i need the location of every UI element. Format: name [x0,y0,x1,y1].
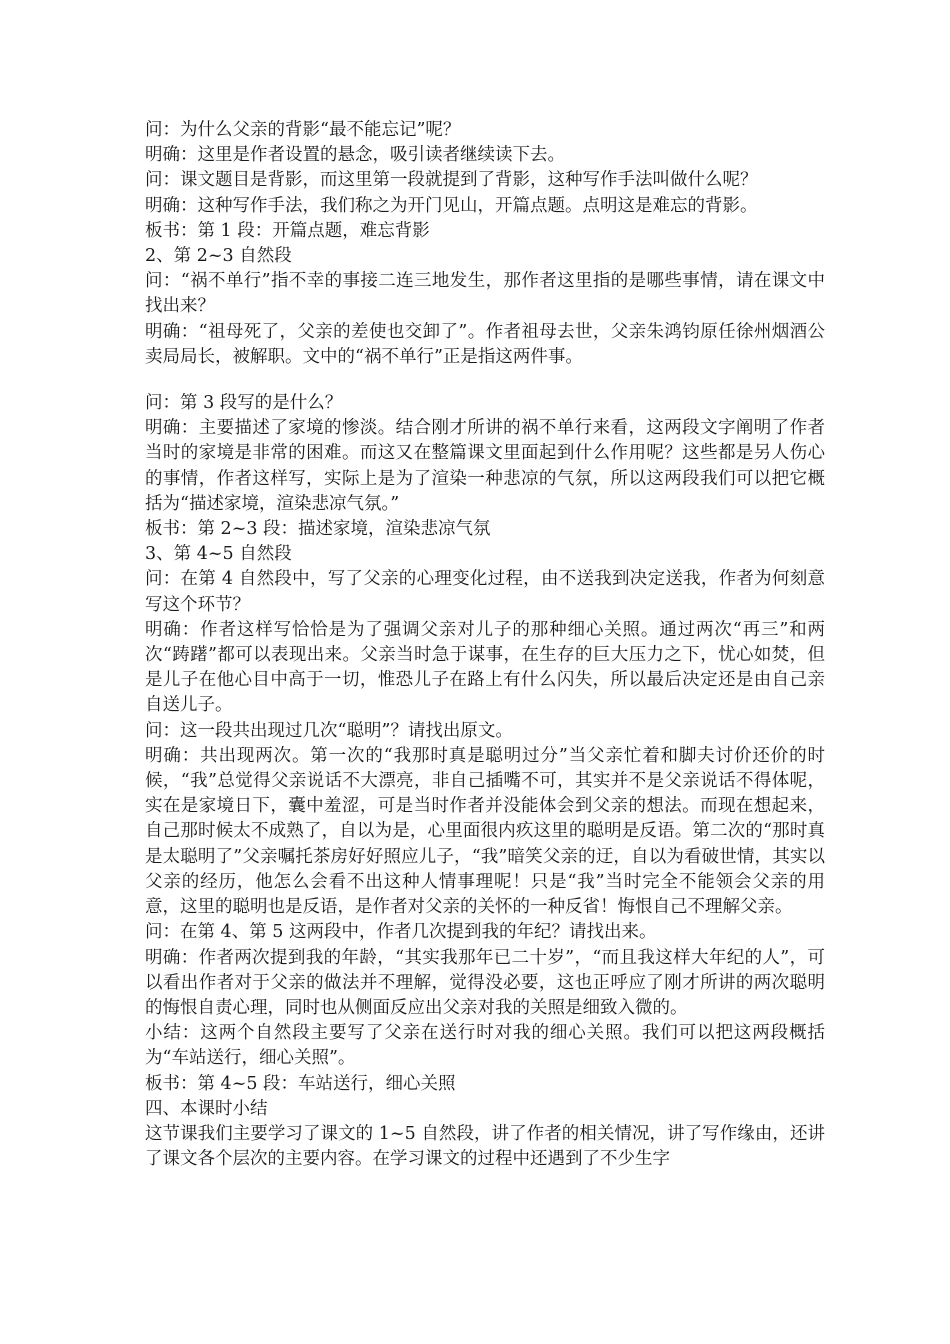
section-heading: 3、第 4~5 自然段 [145,544,292,565]
question-line: 问：这一段共出现过几次“聪明”？请找出原文。 [145,720,513,741]
answer-line: 明确：“祖母死了，父亲的差使也交卸了”。作者祖母去世，父亲朱鸿钧原任徐州烟酒公卖局局长，被解职。文中的“祸不单行”正是指这两件事。 [145,321,825,367]
answer-line: 明确：作者这样写恰恰是为了强调父亲对儿子的那种细心关照。通过两次“再三”和两次“踌躇”都可以表现出来。父亲当时急于谋事，在生存的巨大压力之下，忧心如焚，但是儿子在他心目中高于一切，惟恐儿子在路上有什么闪失，所以最后决定还是由自己亲自送儿子。 [145,619,825,716]
board-note-line: 板书：第 1 段：开篇点题，难忘背影 [145,220,430,241]
summary-line: 小结：这两个自然段主要写了父亲在送行时对我的细心关照。我们可以把这两段概括为“车站送行，细心关照”。 [145,1023,825,1069]
answer-line: 明确：这里是作者设置的悬念，吸引读者继续读下去。 [145,145,565,166]
question-line: 问：在第 4、第 5 这两段中，作者几次提到我的年纪？请找出来。 [145,922,657,943]
answer-line: 明确：作者两次提到我的年龄，“其实我那年已二十岁”，“而且我这样大年纪的人”，可以看出作者对于父亲的做法并不理解，觉得没必要，这也正呼应了刚才所讲的两次聪明的悔恨自责心理，同时也从侧面反应出父亲对我的关照是细致入微的。 [145,947,825,1018]
summary-paragraph: 这节课我们主要学习了课文的 1~5 自然段，讲了作者的相关情况，讲了写作缘由，还讲了课文各个层次的主要内容。在学习课文的过程中还遇到了不少生字 [145,1123,825,1170]
blank-spacer [145,370,825,391]
question-line: 问：在第 4 自然段中，写了父亲的心理变化过程，由不送我到决定送我，作者为何刻意写这个环节？ [145,569,825,615]
section-heading: 四、本课时小结 [145,1098,268,1119]
question-line: 问：课文题目是背影，而这里第一段就提到了背影，这种写作手法叫做什么呢？ [145,170,758,191]
question-line: 问：第 3 段写的是什么？ [145,393,343,414]
document-body [145,118,825,1172]
board-note-line: 板书：第 2~3 段：描述家境，渲染悲凉气氛 [145,519,491,540]
answer-line: 明确：主要描述了家境的惨淡。结合刚才所讲的祸不单行来看，这两段文字阐明了作者当时的家境是非常的困难。而这又在整篇课文里面起到什么作用呢？这些都是另人伤心的事情，作者这样写，实际上是为了渲染一种悲凉的气氛，所以这两段我们可以把它概括为“描述家境，渲染悲凉气氛。” [145,418,825,514]
answer-line: 明确：这种写作手法，我们称之为开门见山，开篇点题。点明这是难忘的背影。 [145,195,758,216]
section-heading: 2、第 2~3 自然段 [145,246,292,267]
board-note-line: 板书：第 4~5 段：车站送行，细心关照 [145,1073,456,1094]
answer-line: 明确：共出现两次。第一次的“我那时真是聪明过分”当父亲忙着和脚夫讨价还价的时候，“我”总觉得父亲说话不大漂亮，非自己插嘴不可，其实并不是父亲说话不得体呢，实在是家境日下，囊中羞涩，可是当时作者并没能体会到父亲的想法。而现在想起来，自己那时候太不成熟了，自以为是，心里面很内疚这里的聪明是反语。第二次的“那时真是太聪明了”父亲嘱托茶房好好照应儿子，“我”暗笑父亲的迂，自以为看破世情，其实以父亲的经历，他怎么会看不出这种人情事理呢！只是“我”当时完全不能领会父亲的用意，这里的聪明也是反语，是作者对父亲的关怀的一种反省！悔恨自己不理解父亲。 [145,745,825,918]
question-line: 问：为什么父亲的背影“最不能忘记”呢？ [145,120,461,140]
question-line: 问：“祸不单行”指不幸的事接二连三地发生，那作者这里指的是哪些事情，请在课文中找出来？ [145,271,825,317]
